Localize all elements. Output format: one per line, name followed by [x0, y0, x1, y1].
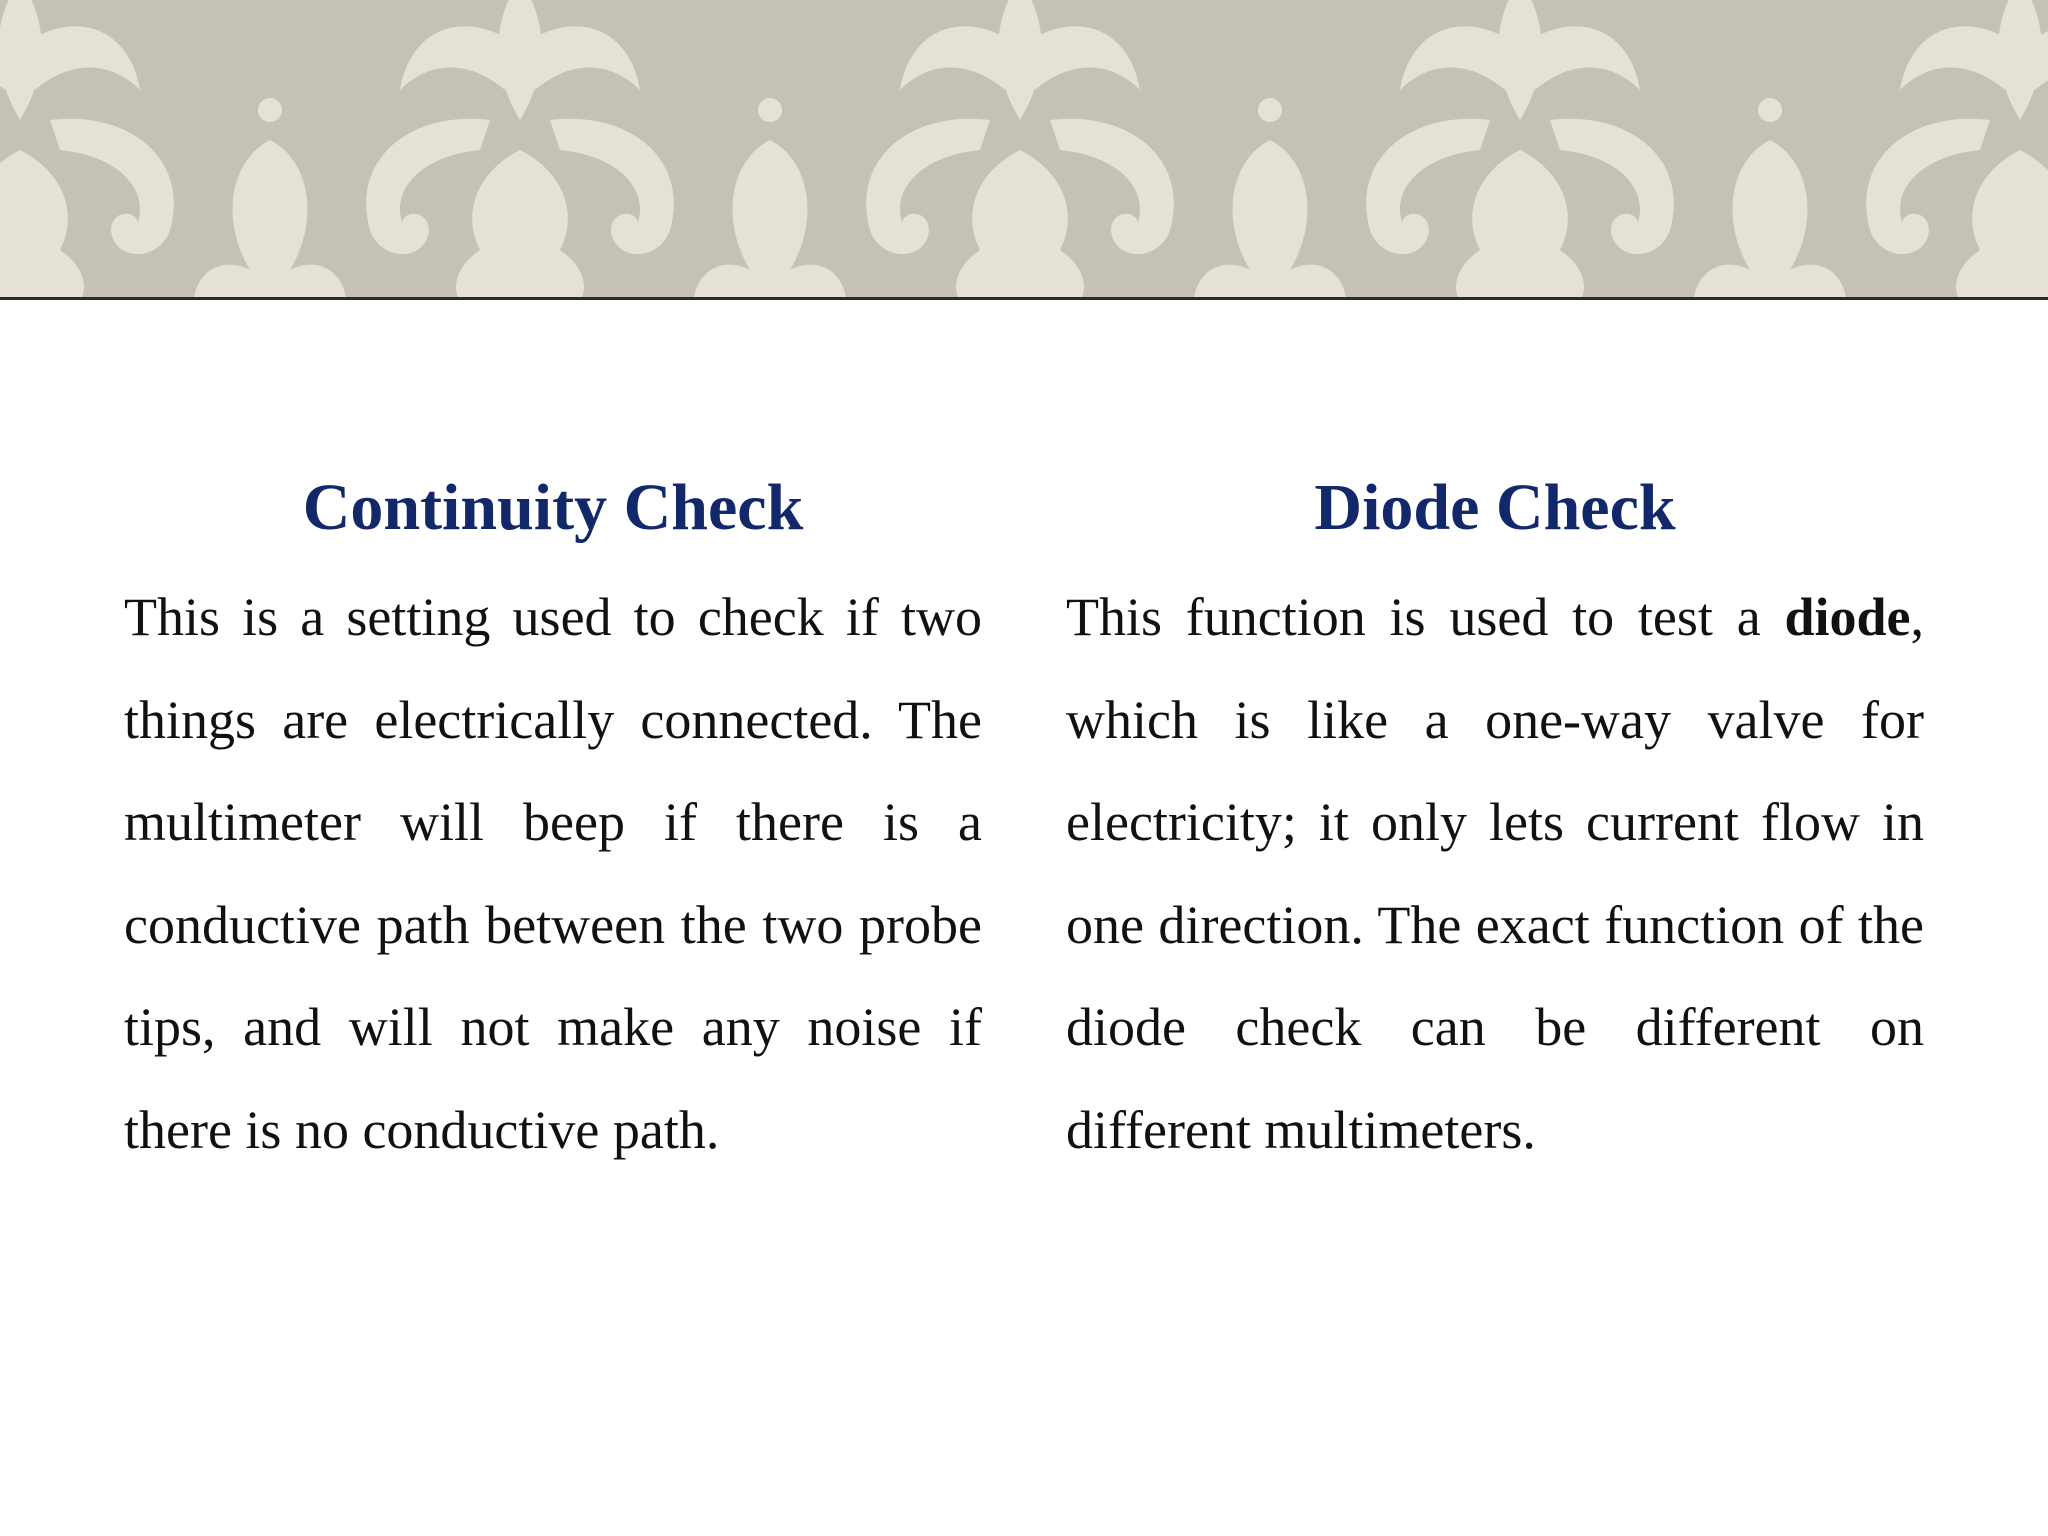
diode-check-text: [1066, 566, 1924, 1181]
continuity-check-text: This is a setting used to check if two things are electrically connected. The multimeter will beep if there is a conductive path between the two probe tips, and will not make any noise if there is no conductive path.: [124, 587, 982, 1160]
diode-text-before: This function is used to test a: [1066, 587, 1785, 647]
damask-side-motif: [1694, 98, 1847, 297]
damask-side-motif: [1194, 98, 1347, 297]
damask-side-motif: [194, 98, 347, 297]
continuity-check-heading: Continuity Check: [302, 471, 804, 544]
diode-check-column: [1066, 460, 1924, 1181]
banner-divider-line: [0, 297, 2048, 300]
damask-motif: [0, 0, 174, 297]
damask-motif: [1866, 0, 2048, 297]
continuity-check-column: [124, 460, 982, 1181]
damask-side-motif: [694, 98, 847, 297]
damask-banner: [0, 0, 2048, 297]
diode-text-bold: diode: [1784, 587, 1911, 647]
damask-pattern-image: [0, 0, 2048, 297]
diode-check-heading: Diode Check: [1314, 471, 1676, 544]
diode-text-after: , which is like a one-way valve for electricity; it only lets current flow in one direction. The exact function of the diode check can be different on different multimeters.: [1066, 587, 1924, 1160]
damask-motif: [1366, 0, 1674, 297]
damask-motif: [866, 0, 1174, 297]
damask-motif: [366, 0, 674, 297]
